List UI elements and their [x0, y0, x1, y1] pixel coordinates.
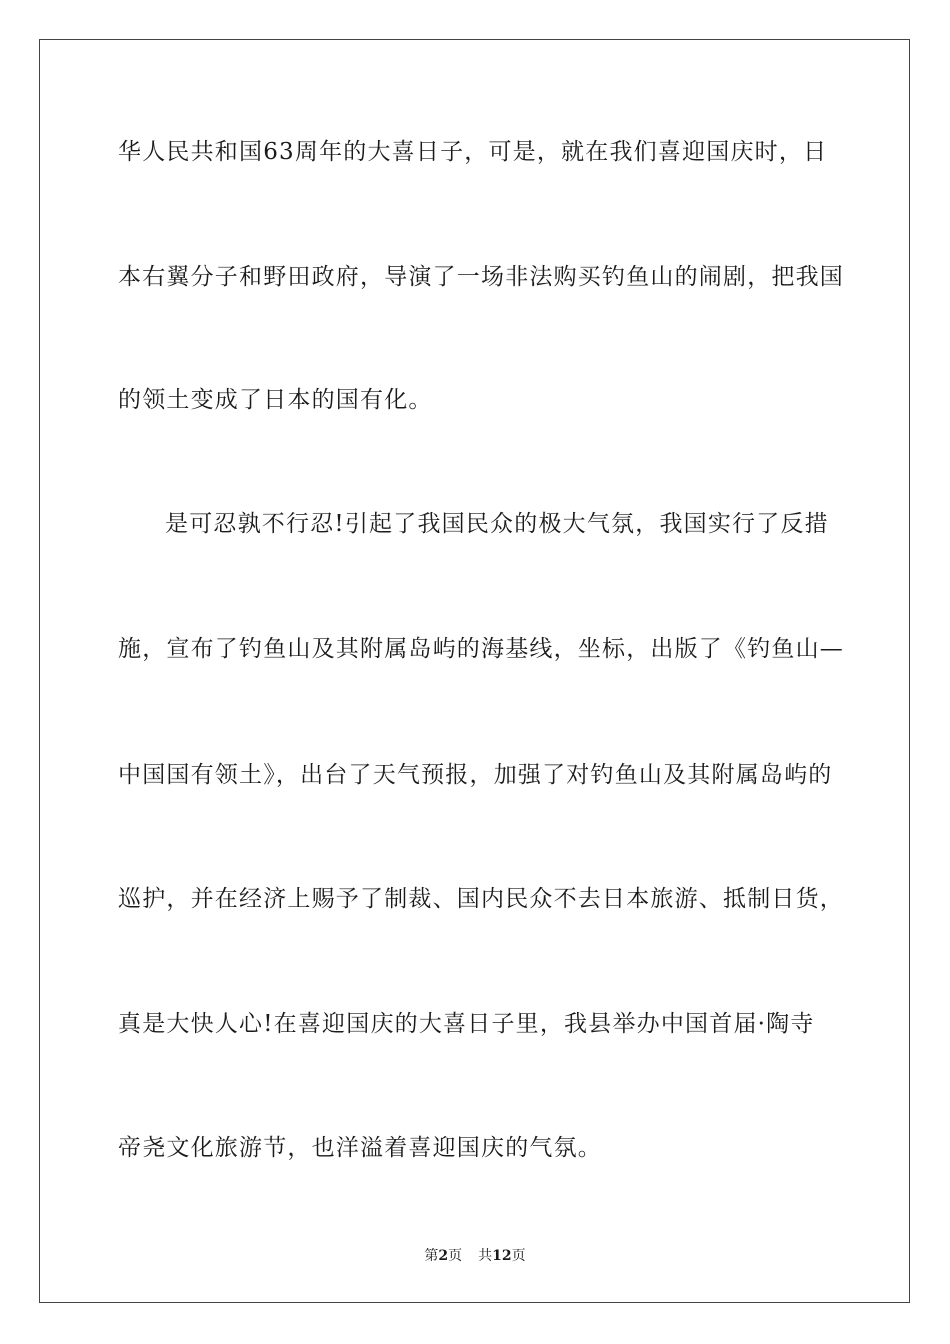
text-line: 华人民共和国63周年的大喜日子，可是，就在我们喜迎国庆时，日 [118, 139, 828, 165]
total-unit: 页 [511, 1248, 526, 1264]
text-line: 帝尧文化旅游节，也洋溢着喜迎国庆的气氛。 [118, 1135, 602, 1161]
text-line-indented: 是可忍孰不行忍!引起了我国民众的极大气氛，我国实行了反措 [165, 511, 829, 537]
text-line: 真是大快人心!在喜迎国庆的大喜日子里，我县举办中国首届·陶寺 [118, 1011, 815, 1037]
page-current: 2 [438, 1248, 449, 1264]
page-footer [0, 1247, 950, 1265]
text-line: 巡护，并在经济上赐予了制裁、国内民众不去日本旅游、抵制日货， [118, 886, 844, 912]
page-frame [39, 39, 910, 1303]
text-line: 中国国有领土》，出台了天气预报，加强了对钓鱼山及其附属岛屿的 [118, 762, 833, 788]
text-line: 的领土变成了日本的国有化。 [118, 387, 433, 413]
page-total: 12 [492, 1248, 512, 1264]
page-unit: 页 [448, 1248, 463, 1264]
page-prefix: 第 [424, 1248, 439, 1264]
total-prefix: 共 [478, 1248, 493, 1264]
text-line: 施，宣布了钓鱼山及其附属岛屿的海基线，坐标，出版了《钓鱼山— [118, 636, 844, 662]
text-line: 本右翼分子和野田政府，导演了一场非法购买钓鱼山的闹剧，把我国 [118, 264, 844, 290]
